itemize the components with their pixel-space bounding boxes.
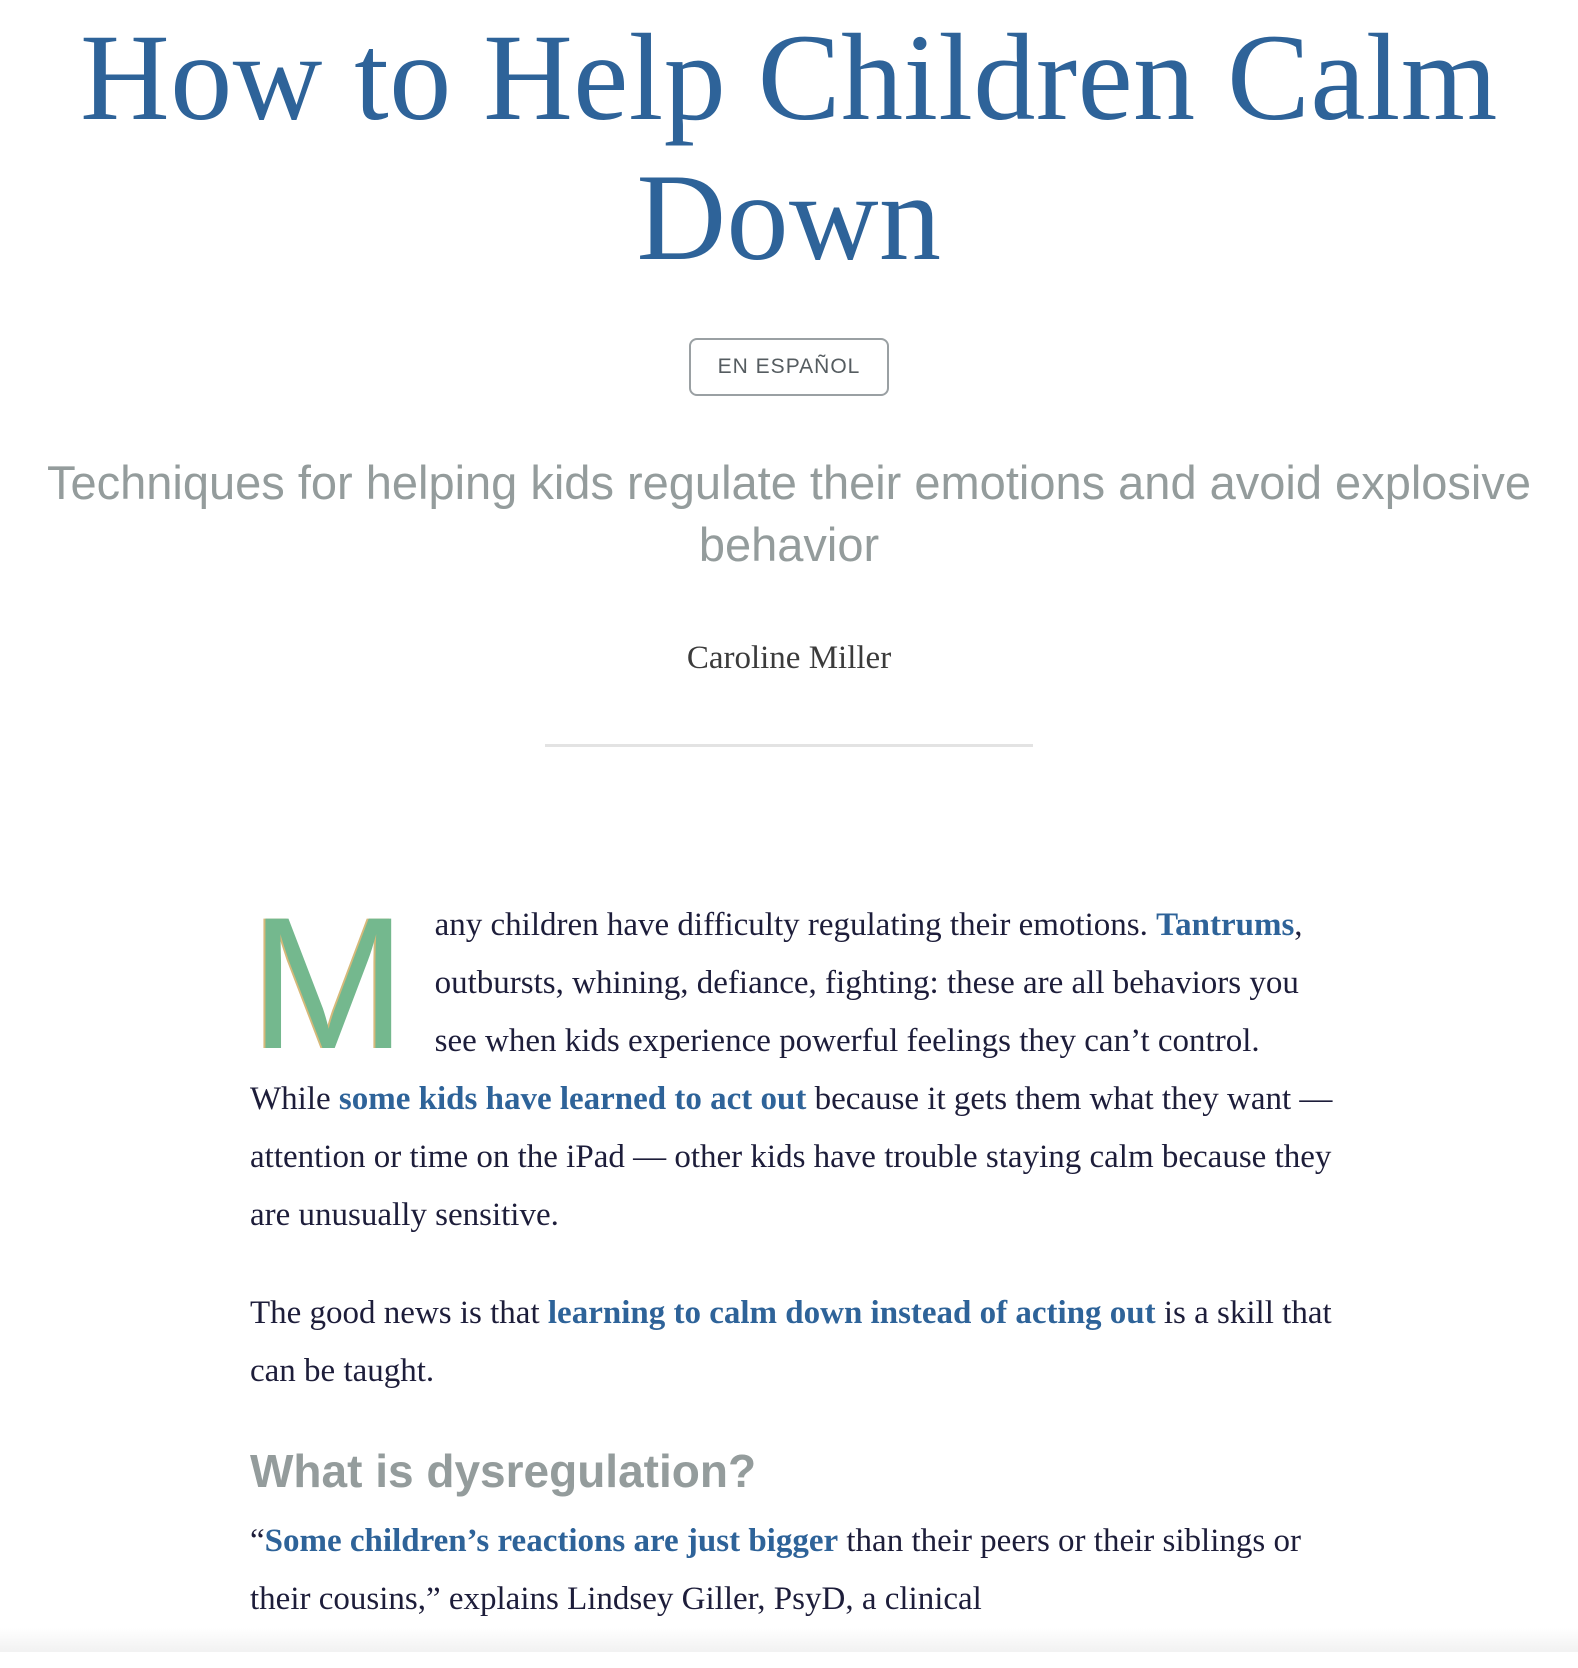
- article-body: [250, 878, 1340, 1668]
- drop-cap: M: [250, 878, 407, 1088]
- text-span: , outbursts, whining, defiance, fighting: these are all behaviors you see when kids experience powerful feelings they can’t control. While: [250, 907, 1303, 1117]
- paragraph-intro: [250, 878, 1340, 1244]
- language-switch-wrapper: [0, 338, 1578, 396]
- link-some-kids-act-out[interactable]: some kids have learned to act out: [338, 1081, 807, 1117]
- text-span: is a skill that can be taught.: [250, 1295, 1332, 1389]
- paragraph-good-news: [250, 1284, 1340, 1400]
- page-title: How to Help Children Calm Down: [80, 9, 1498, 286]
- text-span: “: [250, 1523, 265, 1559]
- text-span: any children have difficulty regulating their emotions.: [434, 907, 1157, 943]
- article-subtitle: Techniques for helping kids regulate their emotions and avoid explosive behavior: [46, 456, 1531, 571]
- text-span: because it gets them what they want — attention or time on the iPad — other kids have trouble staying calm because they are unusually sensitive.: [250, 1081, 1333, 1233]
- bottom-fade: [0, 1628, 1578, 1652]
- link-tantrums[interactable]: Tantrums: [1156, 907, 1295, 943]
- section-heading-dysregulation: What is dysregulation?: [250, 1445, 757, 1497]
- text-span: than their peers or their siblings or their cousins,” explains Lindsey Giller, PsyD, a clinical: [250, 1523, 1301, 1617]
- link-reactions-bigger[interactable]: Some children’s reactions are just bigger: [264, 1523, 839, 1559]
- header-divider: [545, 744, 1033, 747]
- text-span: The good news is that: [250, 1295, 548, 1331]
- author-name: Caroline Miller: [686, 640, 892, 676]
- en-espanol-button[interactable]: EN ESPAÑOL: [689, 338, 889, 396]
- link-learning-to-calm-down[interactable]: learning to calm down instead of acting out: [547, 1295, 1156, 1331]
- paragraph-reactions: [250, 1512, 1340, 1628]
